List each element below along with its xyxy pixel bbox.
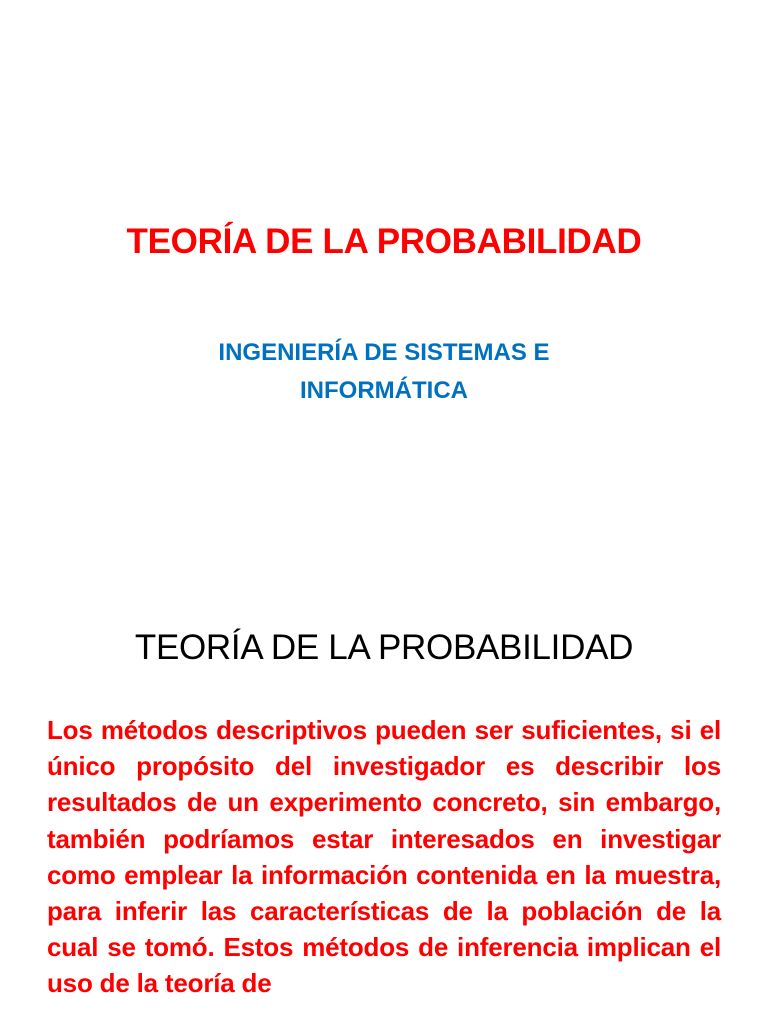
body-paragraph: Los métodos descriptivos pueden ser suficientes, si el único propósito del investigador es describir los resultados de un experimento concreto, sin embargo, también podríamos estar interesados en investigar como emplear la información contenida en la muestra, para inferir las características de la población de la cual se tomó. Estos métodos de inferencia implican el uso de la teoría de (47, 715, 721, 999)
section-title: TEORÍA DE LA PROBABILIDAD (134, 628, 634, 667)
subtitle: INGENIERÍA DE SISTEMAS E INFORMÁTICA (218, 339, 550, 404)
main-title: TEORÍA DE LA PROBABILIDAD (126, 222, 642, 261)
content-slide (0, 576, 768, 1024)
